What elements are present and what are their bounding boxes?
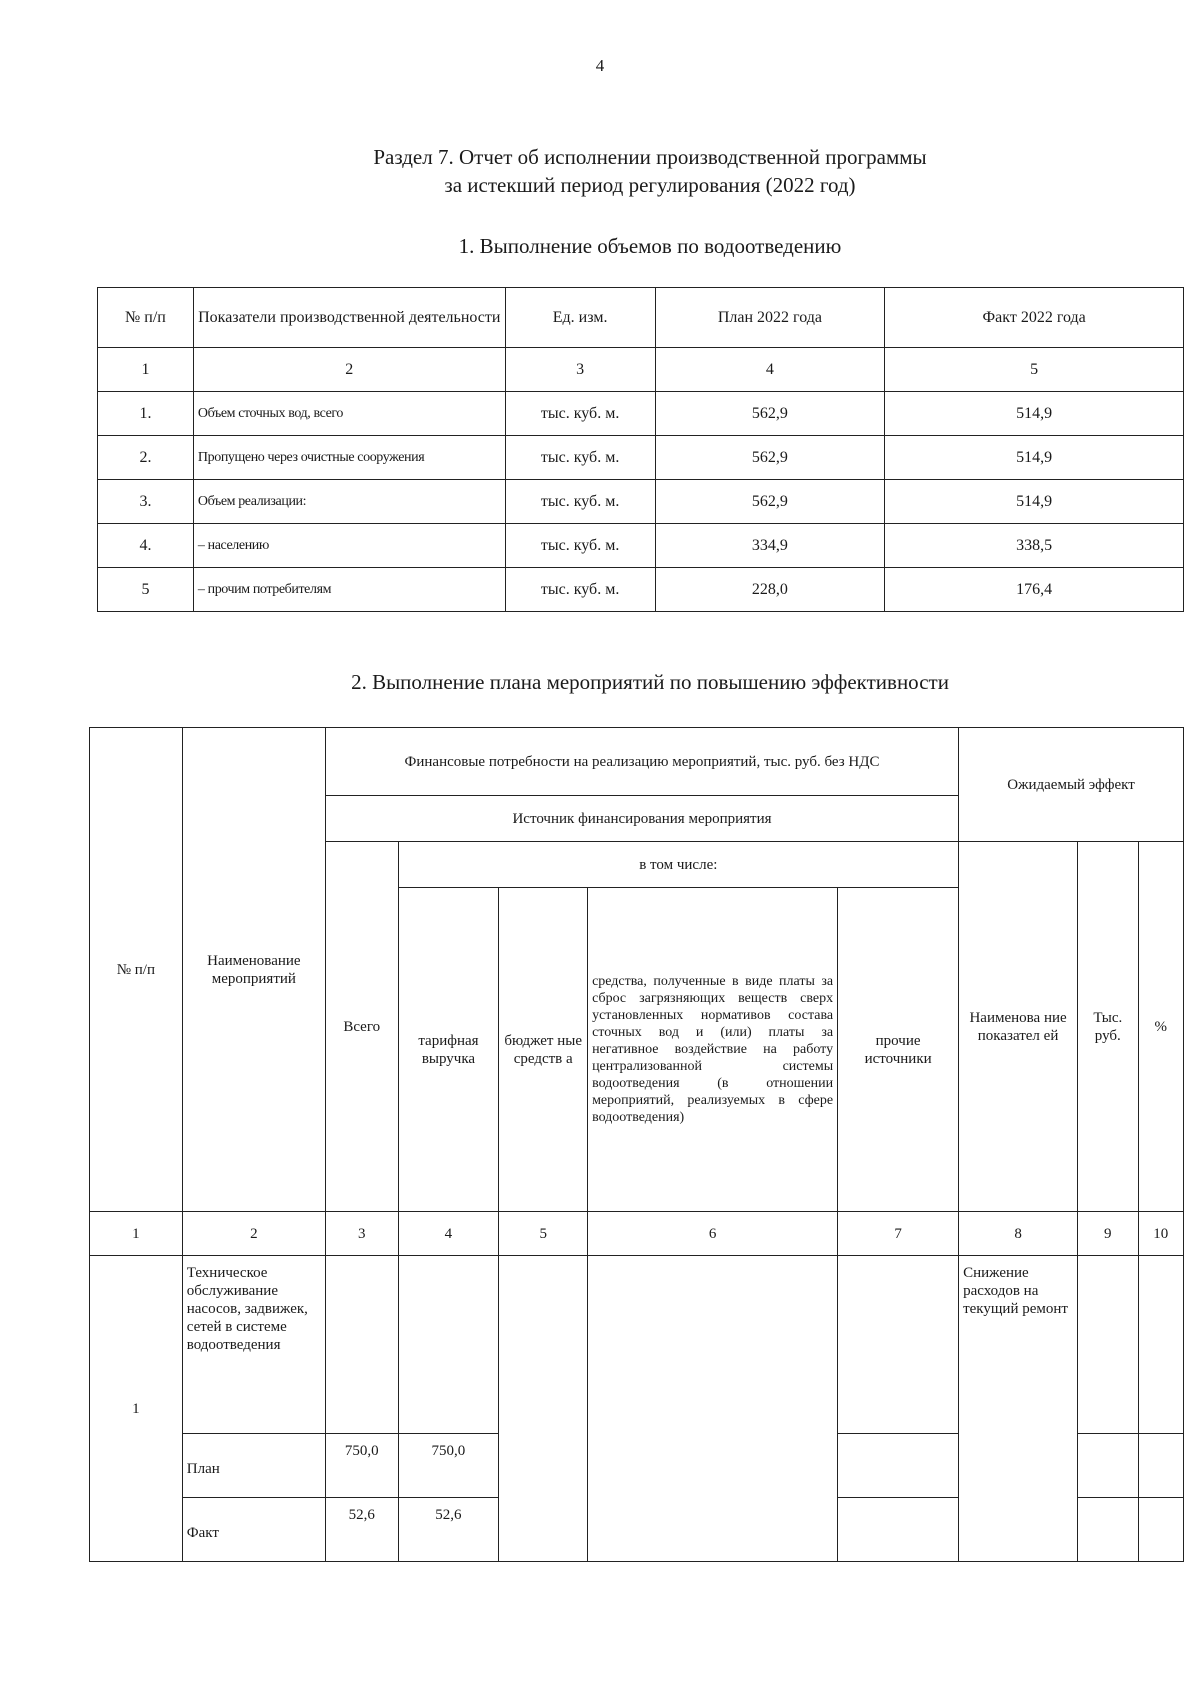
- header-cell: Показатели производственной деятельности: [193, 288, 505, 348]
- row-number: 1: [90, 1256, 183, 1562]
- plan-tariff: 750,0: [398, 1434, 499, 1498]
- indicator-name: Пропущено через очистные сооружения: [193, 436, 505, 480]
- column-number: 6: [588, 1212, 838, 1256]
- indicator-name: Объем сточных вод, всего: [193, 392, 505, 436]
- column-number-row: [90, 1212, 1184, 1256]
- column-number: 10: [1138, 1212, 1183, 1256]
- column-number: 4: [398, 1212, 499, 1256]
- unit: тыс. куб. м.: [505, 524, 655, 568]
- row-number: 3.: [98, 480, 194, 524]
- header-funding-source: Источник финансирования мероприятия: [325, 796, 958, 842]
- effect-indicator: Снижение расходов на текущий ремонт: [959, 1256, 1078, 1562]
- fact-value: 514,9: [885, 436, 1184, 480]
- header-fees: средства, полученные в виде платы за сброс загрязняющих веществ сверх установленных нормативов состава сточных вод и (или) платы за негативное воздействие на работу централизованной системы водоотведения (в отношении мероприятий, реализуемых в сфере водоотведения): [588, 888, 838, 1212]
- title-line-1: Раздел 7. Отчет об исполнении производственной программы: [373, 145, 927, 169]
- column-number: 3: [325, 1212, 398, 1256]
- empty-cell: [1138, 1498, 1183, 1562]
- header-measure-name: Наименование мероприятий: [182, 728, 325, 1212]
- volumes-table: [97, 287, 1184, 612]
- plan-label: План: [182, 1434, 325, 1498]
- column-number: 5: [499, 1212, 588, 1256]
- empty-cell: [1078, 1498, 1138, 1562]
- table-row: [98, 480, 1184, 524]
- column-number: 4: [655, 348, 885, 392]
- empty-cell: [499, 1434, 588, 1498]
- header-indicator-name: Наименова ние показател ей: [959, 842, 1078, 1212]
- header-cell: № п/п: [98, 288, 194, 348]
- empty-cell: [588, 1498, 838, 1562]
- empty-cell: [499, 1498, 588, 1562]
- fact-value: 338,5: [885, 524, 1184, 568]
- empty-cell: [499, 1256, 588, 1434]
- header-financial-needs: Финансовые потребности на реализацию мероприятий, тыс. руб. без НДС: [325, 728, 958, 796]
- empty-cell: [588, 1434, 838, 1498]
- fact-label: Факт: [182, 1498, 325, 1562]
- header-cell: Факт 2022 года: [885, 288, 1184, 348]
- document-title: [0, 143, 1200, 199]
- empty-cell: [838, 1434, 959, 1498]
- empty-cell: [398, 1256, 499, 1434]
- row-number: 5: [98, 568, 194, 612]
- column-number: 1: [98, 348, 194, 392]
- table-row: [98, 436, 1184, 480]
- indicator-name: – прочим потребителям: [193, 568, 505, 612]
- section2-heading: 2. Выполнение плана мероприятий по повышению эффективности: [351, 670, 949, 694]
- fact-value: 514,9: [885, 392, 1184, 436]
- header-percent: %: [1138, 842, 1183, 1212]
- fact-tariff: 52,6: [398, 1498, 499, 1562]
- table-header-row: [98, 288, 1184, 348]
- empty-cell: [1138, 1434, 1183, 1498]
- table-row: [98, 524, 1184, 568]
- fact-value: 514,9: [885, 480, 1184, 524]
- header-other-sources: прочие источники: [838, 888, 959, 1212]
- plan-value: 562,9: [655, 436, 885, 480]
- column-number: 3: [505, 348, 655, 392]
- column-number: 9: [1078, 1212, 1138, 1256]
- measures-table: [89, 727, 1184, 1562]
- measure-name: Техническое обслуживание насосов, задвижек, сетей в системе водоотведения: [182, 1256, 325, 1434]
- unit: тыс. куб. м.: [505, 436, 655, 480]
- header-cell: Ед. изм.: [505, 288, 655, 348]
- header-cell: План 2022 года: [655, 288, 885, 348]
- plan-value: 562,9: [655, 480, 885, 524]
- empty-cell: [1078, 1256, 1138, 1434]
- empty-cell: [325, 1256, 398, 1434]
- header-num: № п/п: [90, 728, 183, 1212]
- indicator-name: Объем реализации:: [193, 480, 505, 524]
- column-number: 2: [182, 1212, 325, 1256]
- title-line-2: за истекший период регулирования (2022 год): [444, 173, 856, 197]
- section1-heading: 1. Выполнение объемов по водоотведению: [458, 234, 842, 258]
- empty-cell: [838, 1256, 959, 1434]
- column-number: 2: [193, 348, 505, 392]
- table-row: [98, 568, 1184, 612]
- row-number: 1.: [98, 392, 194, 436]
- fact-value: 176,4: [885, 568, 1184, 612]
- indicator-name: – населению: [193, 524, 505, 568]
- column-number: 7: [838, 1212, 959, 1256]
- header-expected-effect: Ожидаемый эффект: [959, 728, 1184, 842]
- column-number-row: [98, 348, 1184, 392]
- column-number: 8: [959, 1212, 1078, 1256]
- empty-cell: [1078, 1434, 1138, 1498]
- header-thousand-rub: Тыс. руб.: [1078, 842, 1138, 1212]
- page-number: 4: [595, 56, 605, 75]
- row-number: 2.: [98, 436, 194, 480]
- unit: тыс. куб. м.: [505, 568, 655, 612]
- column-number: 1: [90, 1212, 183, 1256]
- empty-cell: [838, 1498, 959, 1562]
- row-number: 4.: [98, 524, 194, 568]
- table-row: [90, 1256, 1184, 1434]
- unit: тыс. куб. м.: [505, 480, 655, 524]
- plan-value: 562,9: [655, 392, 885, 436]
- fact-total: 52,6: [325, 1498, 398, 1562]
- header-tariff-revenue: тарифная выручка: [398, 888, 499, 1212]
- header-total: Всего: [325, 842, 398, 1212]
- empty-cell: [588, 1256, 838, 1434]
- unit: тыс. куб. м.: [505, 392, 655, 436]
- plan-value: 334,9: [655, 524, 885, 568]
- plan-value: 228,0: [655, 568, 885, 612]
- plan-total: 750,0: [325, 1434, 398, 1498]
- header-budget-funds: бюджет ные средств а: [499, 888, 588, 1212]
- header-including: в том числе:: [398, 842, 959, 888]
- table-row: [98, 392, 1184, 436]
- column-number: 5: [885, 348, 1184, 392]
- empty-cell: [1138, 1256, 1183, 1434]
